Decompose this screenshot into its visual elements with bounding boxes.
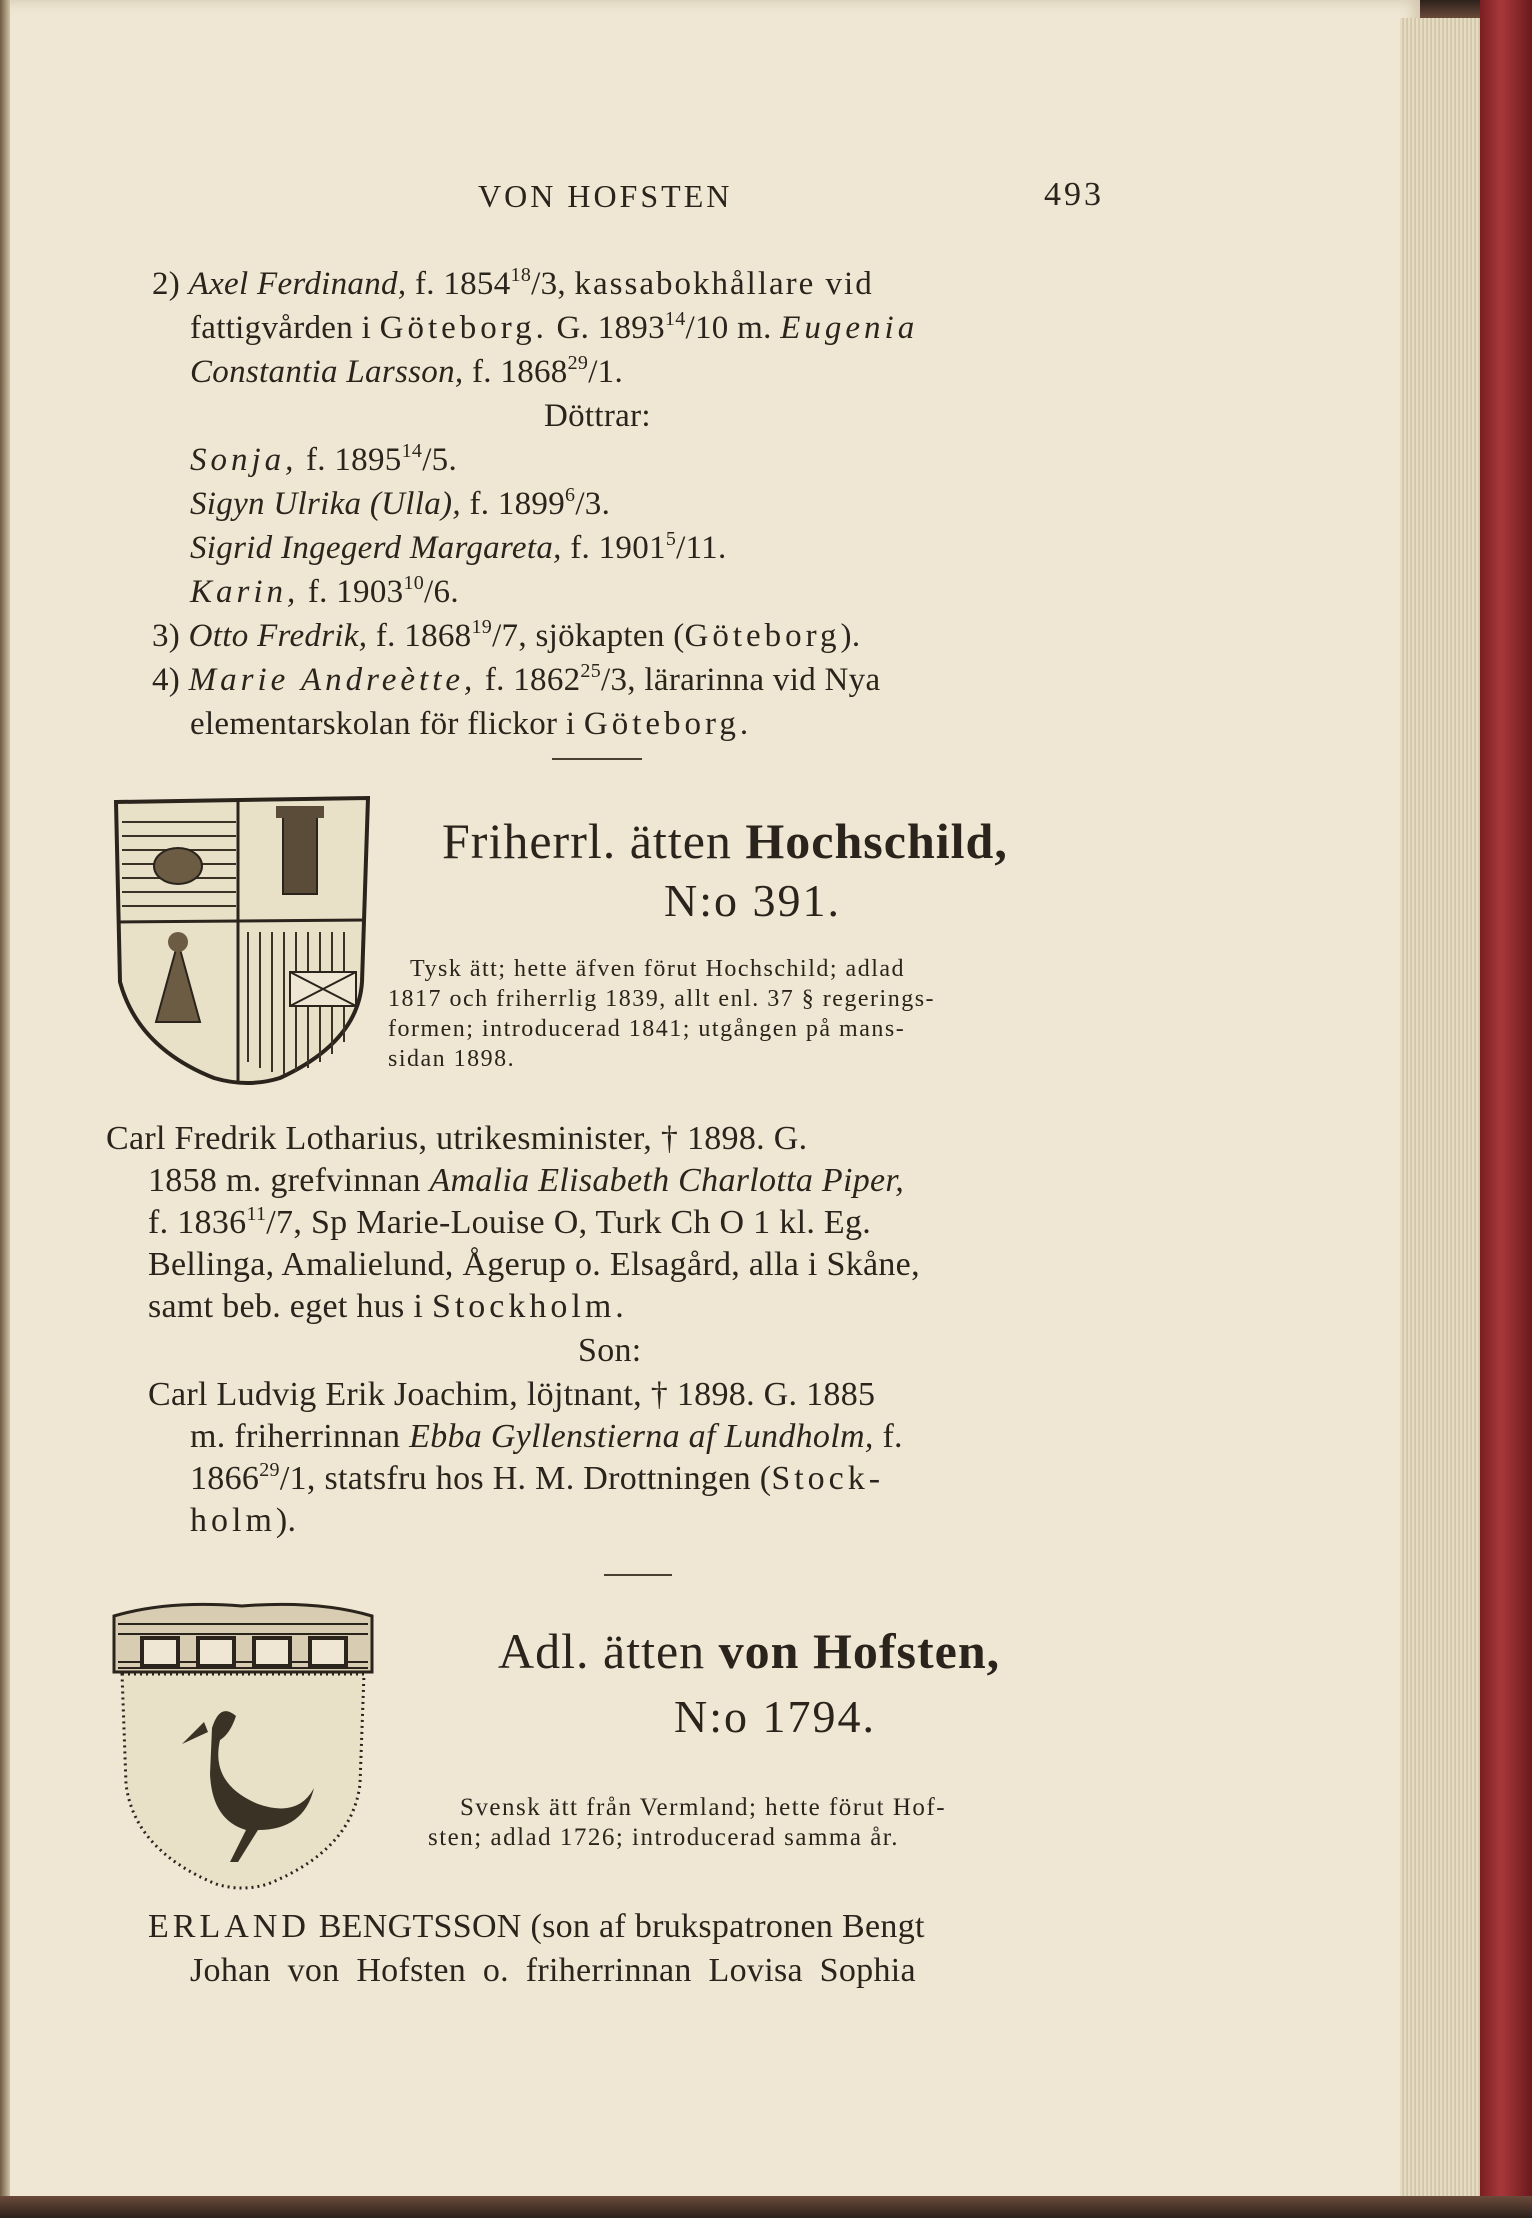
text-fragment: ).: [840, 618, 861, 654]
family-name: von Hofsten,: [718, 1623, 1001, 1679]
text-fragment: m. friherrinnan: [190, 1418, 401, 1455]
entry-axel-line3: [190, 354, 623, 391]
body-line: Bellinga, Amalielund, Ågerup o. Elsagård, alla i Skåne,: [148, 1246, 920, 1283]
text-fragment: f.: [882, 1418, 903, 1455]
page-bottom-edge: [0, 2196, 1532, 2218]
family-number: N:o 391.: [664, 875, 841, 926]
birth-day: 25: [580, 660, 602, 682]
hofsten-coat-of-arms-icon: [108, 1594, 378, 1894]
person-name: Axel Ferdinand,: [188, 266, 407, 302]
occupation: sjökapten (: [535, 618, 685, 654]
section-divider: [604, 1574, 672, 1576]
birth-day: 19: [471, 616, 493, 638]
person-name: ERLAND: [148, 1908, 310, 1945]
birth-month: /11.: [676, 530, 727, 566]
birth-month: /6.: [424, 574, 459, 610]
entry-axel-line2: [190, 310, 918, 347]
family-description-line: Svensk ätt från Vermland; hette förut Hof-: [460, 1794, 947, 1821]
text-fragment: samt beb. eget hus i: [148, 1288, 424, 1325]
place-name: holm: [190, 1502, 276, 1539]
text-fragment: ).: [275, 1502, 297, 1539]
body-line: [190, 1502, 296, 1540]
body-line: Johan von Hofsten o. friherrinnan Lovisa Sophia: [190, 1952, 916, 1989]
birth-year: f. 1854: [414, 266, 511, 302]
entry-number: 2): [152, 266, 181, 302]
family-description-line: formen; introducerad 1841; utgången på mans-: [388, 1016, 906, 1042]
family-description-line: sidan 1898.: [388, 1046, 516, 1072]
body-line: Carl Fredrik Lotharius, utrikesminister, † 1898. G.: [106, 1120, 808, 1157]
occupation: kassabokhållare vid: [574, 266, 874, 302]
birth-month: /3,: [601, 662, 636, 698]
body-line: Carl Ludvig Erik Joachim, löjtnant, † 1898. G. 1885: [148, 1376, 876, 1413]
entry-marie-line2: [190, 706, 752, 743]
title-prefix: Friherrl. ätten: [442, 813, 732, 869]
place-name: Göteborg: [684, 618, 841, 654]
spouse-name: Eugenia: [780, 310, 919, 346]
birth-day: 5: [665, 528, 677, 550]
place-name: Stock-: [771, 1460, 885, 1497]
body-line: [148, 1162, 904, 1200]
entry-number: 3): [152, 618, 181, 654]
body-line: [148, 1204, 871, 1242]
section-divider: [552, 758, 642, 760]
text-fragment: elementarskolan för flickor i: [190, 706, 576, 742]
birth-month: /7,: [266, 1204, 303, 1241]
running-header-title: VON HOFSTEN: [478, 178, 733, 214]
text-fragment: Sp Marie-Louise O, Turk Ch O 1 kl. Eg.: [310, 1204, 872, 1241]
birth-year: f. 1836: [148, 1204, 247, 1241]
marriage-year: G. 1893: [556, 310, 665, 346]
birth-month: /1,: [279, 1460, 316, 1497]
text-fragment: statsfru hos H. M. Drottningen (: [324, 1460, 772, 1497]
birth-day: 29: [259, 1459, 280, 1481]
birth-year: f. 1899: [469, 486, 566, 522]
page-stack-edges: [1400, 18, 1480, 2196]
spouse-name: Ebba Gyllenstierna af Lundholm,: [409, 1418, 874, 1455]
birth-day: 6: [565, 484, 576, 506]
person-name: Marie Andreètte,: [188, 662, 477, 698]
birth-month: /3.: [575, 486, 611, 522]
hochschild-coat-of-arms-icon: [108, 792, 376, 1088]
birth-month: /3,: [531, 266, 566, 302]
daughter-name: Sigyn Ulrika (Ulla),: [190, 486, 461, 522]
page-number: 493: [1044, 176, 1104, 213]
book-cover-edge: [1480, 0, 1532, 2218]
birth-year: f. 1868: [472, 354, 568, 390]
birth-day: 14: [401, 440, 423, 462]
spouse-name: Amalia Elisabeth Charlotta Piper,: [429, 1162, 904, 1199]
place-name: Göteborg.: [379, 310, 548, 346]
birth-year: f. 1903: [307, 574, 404, 610]
birth-year: f. 1868: [375, 618, 472, 654]
birth-year: f. 1895: [305, 442, 402, 478]
daughter-name: Sigrid Ingegerd Margareta,: [190, 530, 562, 566]
marriage-day: 14: [664, 308, 686, 330]
occupation: lärarinna vid Nya: [644, 662, 881, 698]
birth-month: /7,: [492, 618, 527, 654]
birth-day: 29: [567, 352, 589, 374]
text-fragment: 1858 m. grefvinnan: [148, 1162, 421, 1199]
text-fragment: BENGTSSON (son af brukspatronen Bengt: [318, 1908, 925, 1945]
place-name: Stockholm.: [431, 1288, 628, 1325]
body-line: [148, 1908, 925, 1946]
daughter-name: Karin,: [190, 574, 300, 610]
family-description-line: sten; adlad 1726; introducerad samma år.: [428, 1824, 899, 1851]
daughter-name: Sonja,: [190, 442, 298, 478]
birth-year: f. 1901: [570, 530, 666, 566]
body-line: [190, 1418, 903, 1456]
birth-day: 10: [403, 572, 425, 594]
daughter-row: [190, 442, 457, 479]
son-heading: Son:: [578, 1332, 642, 1369]
family-number: N:o 1794.: [674, 1691, 876, 1742]
family-description-line: Tysk ätt; hette äfven förut Hochschild; adlad: [410, 956, 906, 982]
birth-year: 1866: [190, 1460, 260, 1497]
birth-year: f. 1862: [484, 662, 581, 698]
entry-otto: [152, 618, 860, 655]
title-prefix: Adl. ätten: [498, 1623, 706, 1679]
daughters-heading: Döttrar:: [544, 398, 651, 434]
page-left-edge: [0, 0, 10, 2218]
body-line: [190, 1460, 884, 1498]
family-title-hochschild: [442, 812, 1008, 870]
birth-month: /1.: [588, 354, 624, 390]
birth-month: /5.: [422, 442, 458, 478]
family-description-line: 1817 och friherrlig 1839, allt enl. 37 § regerings-: [388, 986, 936, 1012]
family-name: Hochschild,: [745, 813, 1008, 869]
birth-day: 11: [246, 1203, 267, 1225]
family-title-hofsten: [498, 1622, 1000, 1680]
body-line: [148, 1288, 628, 1326]
spouse-name: Constantia Larsson,: [190, 354, 464, 390]
daughter-row: [190, 486, 610, 523]
place-name: Göteborg.: [583, 706, 753, 742]
daughter-row: [190, 530, 727, 567]
entry-marie-line1: [152, 662, 880, 699]
daughter-row: [190, 574, 459, 611]
text-fragment: fattigvården i: [190, 310, 372, 346]
entry-axel-line1: [152, 266, 874, 303]
entry-number: 4): [152, 662, 181, 698]
marriage-month: /10 m.: [685, 310, 772, 346]
person-name: Otto Fredrik,: [188, 618, 368, 654]
birth-day: 18: [510, 264, 532, 286]
